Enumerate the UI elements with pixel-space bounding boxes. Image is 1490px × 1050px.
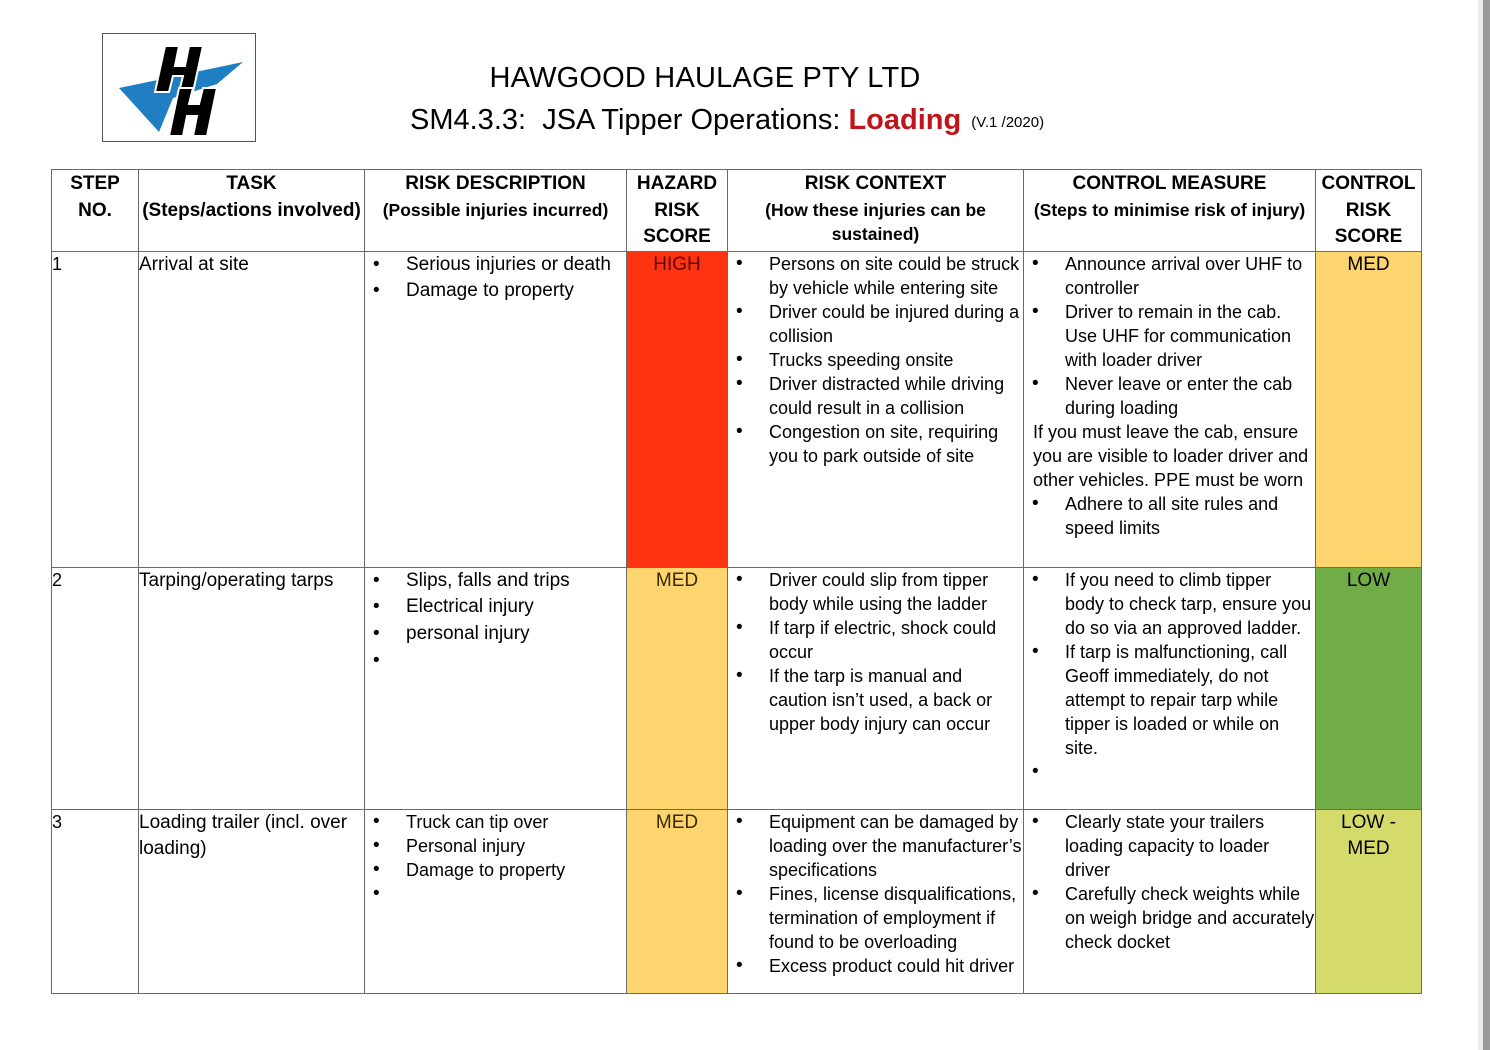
control-score-low-med: LOW - MED [1316,809,1422,993]
list-item: • Damage to property [365,858,626,882]
table-header-row [52,170,1422,252]
list-item: • If you need to climb tipper body to check tarp, ensure you do so via an approved ladder. [1024,568,1315,640]
hazard-score-high: HIGH [627,251,728,567]
risk-description-cell [365,567,627,809]
list-item: • Congestion on site, requiring you to park outside of site [728,420,1023,468]
list-item-empty [1024,760,1315,784]
task-cell: Tarping/operating tarps [139,567,365,809]
company-logo [102,33,256,142]
control-measure-cell [1024,251,1316,567]
risk-description-cell [365,251,627,567]
company-name: HAWGOOD HAULAGE PTY LTD [489,62,921,94]
control-note: If you must leave the cab, ensure you are visible to loader driver and other vehicles. PPE must be worn [1033,421,1309,490]
list-item: • Damage to property [365,278,626,305]
doc-title-accent: Loading [848,104,962,136]
list-item: • Slips, falls and trips [365,568,626,595]
control-measure-cell [1024,809,1316,993]
doc-title-text: JSA Tipper Operations: [542,104,841,136]
list-item: • Truck can tip over [365,810,626,834]
hazard-score-med: MED [627,567,728,809]
list-item: • Driver could be injured during a collision [728,300,1023,348]
task-cell: Loading trailer (incl. over loading) [139,809,365,993]
list-item: • Excess product could hit driver [728,954,1023,978]
risk-context-cell [728,809,1024,993]
list-item: • Persons on site could be struck by vehicle while entering site [728,252,1023,300]
jsa-table [51,169,1422,994]
col-header-risk-description: RISK DESCRIPTION (Possible injuries incurred) [365,170,627,252]
list-item: • Serious injuries or death [365,252,626,279]
list-item: • Electrical injury [365,594,626,621]
doc-code: SM4.3.3: [410,104,527,136]
list-item: • If tarp if electric, shock could occur [728,616,1023,664]
task-cell: Arrival at site [139,251,365,567]
list-item-empty [365,648,626,672]
list-item: • Never leave or enter the cab during loading [1024,372,1315,420]
list-item: • Driver to remain in the cab. Use UHF for communication with loader driver [1024,300,1315,372]
table-row [52,567,1422,809]
list-item: • Driver could slip from tipper body while using the ladder [728,568,1023,616]
list-item: • If tarp is malfunctioning, call Geoff immediately, do not attempt to repair tarp while tipper is loaded or while on site. [1024,640,1315,760]
control-score-med: MED [1316,251,1422,567]
list-item: • Carefully check weights while on weigh bridge and accurately check docket [1024,882,1315,954]
hazard-score-med: MED [627,809,728,993]
list-item: • Fines, license disqualifications, termination of employment if found to be overloading [728,882,1023,954]
list-item: • Adhere to all site rules and speed limits [1024,492,1315,540]
col-header-step: STEP NO. [52,170,139,252]
col-header-risk-context: RISK CONTEXT (How these injuries can be sustained) [728,170,1024,252]
step-number: 3 [52,809,139,993]
list-item: • Clearly state your trailers loading capacity to loader driver [1024,810,1315,882]
risk-description-cell [365,809,627,993]
risk-context-cell [728,567,1024,809]
col-header-control-measure: CONTROL MEASURE (Steps to minimise risk of injury) [1024,170,1316,252]
step-number: 1 [52,251,139,567]
table-row [52,251,1422,567]
list-item: • Announce arrival over UHF to controller [1024,252,1315,300]
list-item: • Equipment can be damaged by loading over the manufacturer’s specifications [728,810,1023,882]
doc-version: (V.1 /2020) [971,114,1045,131]
list-item-empty [365,882,626,906]
list-item: • Personal injury [365,834,626,858]
risk-context-cell [728,251,1024,567]
page-edge-scrollbar[interactable] [1483,0,1490,1050]
list-item: • personal injury [365,621,626,648]
table-row [52,809,1422,993]
col-header-control-score: CONTROL RISK SCORE [1316,170,1422,252]
list-item: • If the tarp is manual and caution isn’t used, a back or upper body injury can occur [728,664,1023,736]
document-title [410,104,1050,137]
col-header-hazard-score: HAZARD RISK SCORE [627,170,728,252]
control-score-low: LOW [1316,567,1422,809]
hh-logo-icon [113,40,247,136]
list-item: • Trucks speeding onsite [728,348,1023,372]
control-measure-cell [1024,567,1316,809]
step-number: 2 [52,567,139,809]
col-header-task: TASK (Steps/actions involved) [139,170,365,252]
list-item: • Driver distracted while driving could result in a collision [728,372,1023,420]
